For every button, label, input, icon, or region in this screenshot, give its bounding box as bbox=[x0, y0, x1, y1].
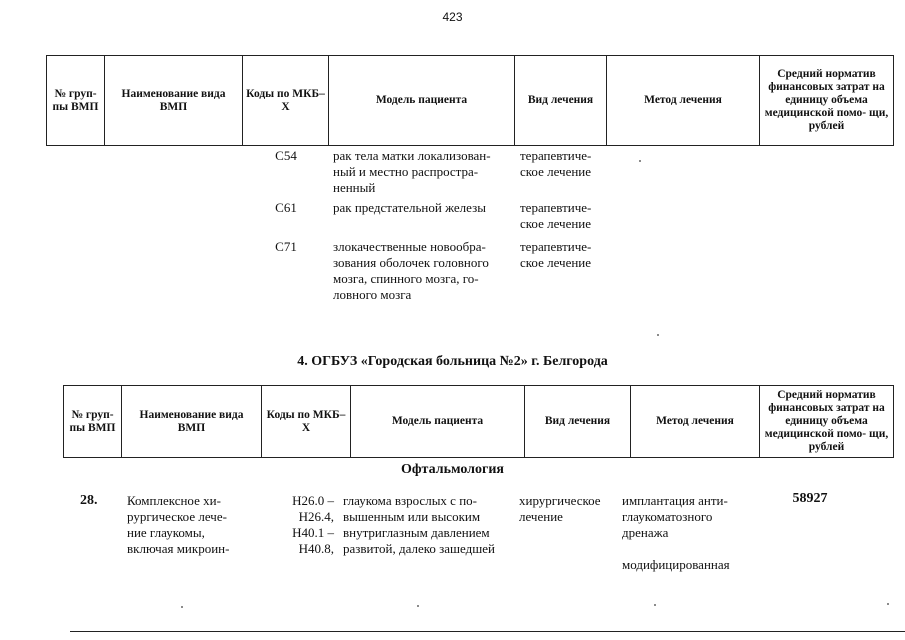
table-header-bottom bbox=[63, 385, 894, 458]
scan-speck bbox=[181, 606, 183, 608]
header-vmp-name: Наименование вида ВМП bbox=[122, 386, 262, 458]
patient-model: глаукома взрослых с по- вышенным или высоким внутриглазным давлением развитой, далеко зашедшей bbox=[343, 493, 495, 556]
code-c61: C61 bbox=[275, 200, 297, 215]
header-treatment-method: Метод лечения bbox=[607, 56, 760, 146]
header-icd-codes: Коды по МКБ–Х bbox=[243, 56, 329, 146]
table-header-top bbox=[46, 55, 894, 146]
header-treatment-method: Метод лечения bbox=[631, 386, 760, 458]
header-cost: Средний норматив финансовых затрат на единицу объема медицинской помо- щи, рублей bbox=[760, 56, 894, 146]
vmp-name: Комплексное хи- рургическое лече- ние глаукомы, включая микроин- bbox=[127, 493, 230, 556]
hospital-heading: 4. ОГБУЗ «Городская больница №2» г. Белгорода bbox=[297, 354, 608, 369]
model-c61: рак предстательной железы bbox=[333, 200, 486, 215]
model-c54: рак тела матки локализован- ный и местно распростра- ненный bbox=[333, 148, 491, 195]
code-c54: C54 bbox=[275, 148, 297, 163]
model-c71: злокачественные новообра- зования оболочек головного мозга, спинного мозга, го- ловного мозга bbox=[333, 239, 489, 302]
scan-speck bbox=[657, 334, 659, 336]
header-icd-codes: Коды по МКБ–Х bbox=[262, 386, 351, 458]
scan-speck bbox=[417, 605, 419, 607]
header-patient-model: Модель пациента bbox=[329, 56, 515, 146]
cost-value: 58927 bbox=[792, 491, 828, 506]
scan-speck bbox=[887, 603, 889, 605]
header-vmp-name: Наименование вида ВМП bbox=[105, 56, 243, 146]
treatment-method: имплантация анти- глаукоматозного дренажа модифицированная bbox=[622, 493, 730, 572]
header-treatment-type: Вид лечения bbox=[515, 56, 607, 146]
treatment-c61: терапевтиче- ское лечение bbox=[520, 200, 592, 231]
code-c71: C71 bbox=[275, 239, 297, 254]
treatment-c71: терапевтиче- ское лечение bbox=[520, 239, 592, 270]
scan-speck bbox=[639, 160, 641, 162]
treatment-type: хирургическое лечение bbox=[519, 493, 601, 524]
icd-codes: H26.0 – H26.4, H40.1 – H40.8, bbox=[292, 493, 334, 556]
treatment-c54: терапевтиче- ское лечение bbox=[520, 148, 592, 179]
header-cost: Средний норматив финансовых затрат на единицу объема медицинской помо- щи, рублей bbox=[760, 386, 894, 458]
header-patient-model: Модель пациента bbox=[351, 386, 525, 458]
header-treatment-type: Вид лечения bbox=[525, 386, 631, 458]
page-number: 423 bbox=[442, 10, 463, 24]
header-group-no: № груп- пы ВМП bbox=[64, 386, 122, 458]
section-heading: Офтальмология bbox=[400, 462, 505, 477]
scan-speck bbox=[654, 604, 656, 606]
group-number: 28. bbox=[80, 493, 98, 508]
header-group-no: № груп- пы ВМП bbox=[47, 56, 105, 146]
bottom-rule bbox=[70, 631, 905, 632]
